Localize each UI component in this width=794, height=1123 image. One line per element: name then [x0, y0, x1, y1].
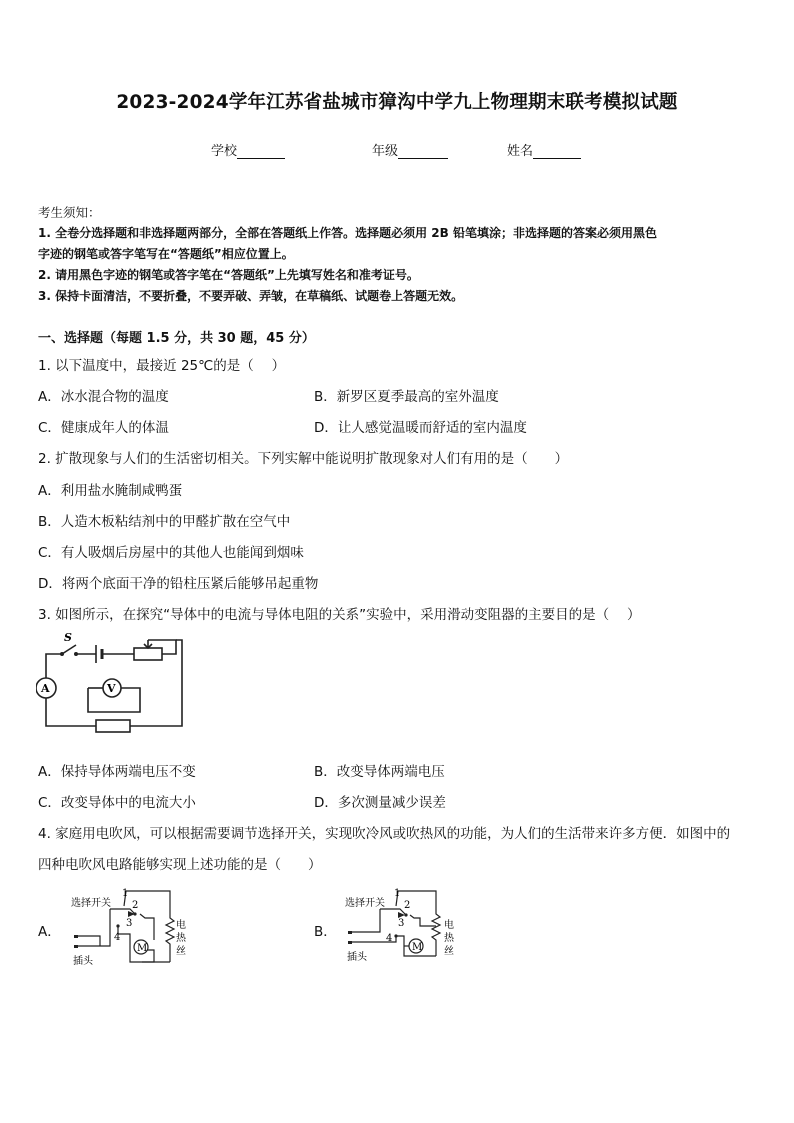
q4-option-a[interactable]: A． — [38, 924, 61, 940]
heater-char-3: 丝 — [444, 946, 454, 957]
terminal-4: 4 — [386, 933, 393, 944]
terminal-3: 3 — [398, 918, 405, 929]
terminal-2: 2 — [404, 900, 411, 911]
q1-option-a[interactable]: A．冰水混合物的温度 — [38, 389, 169, 405]
school-blank[interactable] — [237, 144, 285, 159]
heater-char-1: 电 — [444, 920, 454, 931]
notice-item-1-cont: 字迹的钢笔或答字笔写在“答题纸”相应位置上。 — [38, 247, 294, 261]
grade-label: 年级 — [372, 144, 399, 159]
terminal-4: 4 — [114, 932, 121, 943]
terminal-1: 1 — [122, 888, 129, 899]
switch-blade — [62, 645, 76, 654]
heater-char-2: 热 — [444, 933, 454, 944]
motor-label: M — [412, 942, 423, 953]
q2-option-d[interactable]: D．将两个底面干净的铅柱压紧后能够吊起重物 — [38, 576, 319, 592]
terminal-3: 3 — [126, 918, 133, 929]
q2-option-c[interactable]: C．有人吸烟后房屋中的其他人也能闻到烟味 — [38, 545, 304, 561]
q3-option-a[interactable]: A．保持导体两端电压不变 — [38, 764, 196, 780]
q3-circuit-diagram — [36, 632, 188, 744]
grade-blank[interactable] — [398, 144, 448, 159]
heater-char-3: 丝 — [176, 946, 186, 957]
ammeter-label: A — [41, 682, 50, 695]
notice-item-2: 2. 请用黑色字迹的钢笔或答字笔在“答题纸”上先填写姓名和准考证号。 — [38, 268, 419, 282]
notice-item-3: 3. 保持卡面清洁，不要折叠，不要弄破、弄皱，在草稿纸、试题卷上答题无效。 — [38, 289, 464, 303]
terminal-2: 2 — [132, 900, 139, 911]
q4-figure-a — [70, 884, 195, 970]
switch-label: 选择开关 — [71, 898, 111, 909]
notice-heading: 考生须知： — [38, 205, 101, 220]
plug-label: 插头 — [73, 956, 93, 967]
school-label: 学校 — [211, 144, 238, 159]
q1-stem: 1. 以下温度中，最接近 25℃的是（ ） — [38, 358, 286, 374]
q4-figure-b — [344, 884, 469, 970]
q3-option-d[interactable]: D．多次测量减少误差 — [314, 795, 446, 811]
name-blank[interactable] — [533, 144, 581, 159]
q2-option-a[interactable]: A．利用盐水腌制咸鸭蛋 — [38, 483, 183, 499]
page-title: 2023-2024学年江苏省盐城市獐沟中学九上物理期末联考模拟试题 — [116, 92, 678, 113]
notice-item-1: 1. 全卷分选择题和非选择题两部分，全部在答题纸上作答。选择题必须用 2B 铅笔填涂；非选择题的答案必须用黑色 — [38, 226, 657, 240]
q4-stem-line-1: 4. 家庭用电吹风，可以根据需要调节选择开关，实现吹冷风或吹热风的功能，为人们的生活带来许多方便．如图中的 — [38, 826, 731, 842]
q3-option-b[interactable]: B．改变导体两端电压 — [314, 764, 445, 780]
heater-char-2: 热 — [176, 933, 186, 944]
switch-label: S — [64, 632, 72, 644]
q1-option-d[interactable]: D．让人感觉温暖而舒适的室内温度 — [314, 420, 527, 436]
plug-label: 插头 — [347, 952, 367, 963]
motor-label: M — [137, 943, 148, 954]
switch-label: 选择开关 — [345, 898, 385, 909]
name-field[interactable] — [507, 140, 581, 159]
q4-option-b[interactable]: B． — [314, 924, 337, 940]
heater-char-1: 电 — [176, 920, 186, 931]
voltmeter-label: V — [107, 682, 116, 695]
grade-field[interactable] — [372, 140, 448, 159]
q1-option-b[interactable]: B．新罗区夏季最高的室外温度 — [314, 389, 499, 405]
q3-option-c[interactable]: C．改变导体中的电流大小 — [38, 795, 196, 811]
q3-stem: 3. 如图所示，在探究“导体中的电流与导体电阻的关系”实验中，采用滑动变阻器的主要目的是（ ） — [38, 607, 641, 623]
school-field[interactable] — [211, 140, 285, 159]
name-label: 姓名 — [507, 144, 534, 159]
q2-option-b[interactable]: B．人造木板粘结剂中的甲醛扩散在空气中 — [38, 514, 291, 530]
q4-stem-line-2: 四种电吹风电路能够实现上述功能的是（ ） — [38, 857, 322, 873]
section-heading: 一、选择题（每题 1.5 分，共 30 题，45 分） — [38, 331, 315, 346]
q2-stem: 2. 扩散现象与人们的生活密切相关。下列实解中能说明扩散现象对人们有用的是（ ） — [38, 451, 569, 467]
terminal-1: 1 — [394, 888, 401, 899]
q1-option-c[interactable]: C．健康成年人的体温 — [38, 420, 169, 436]
